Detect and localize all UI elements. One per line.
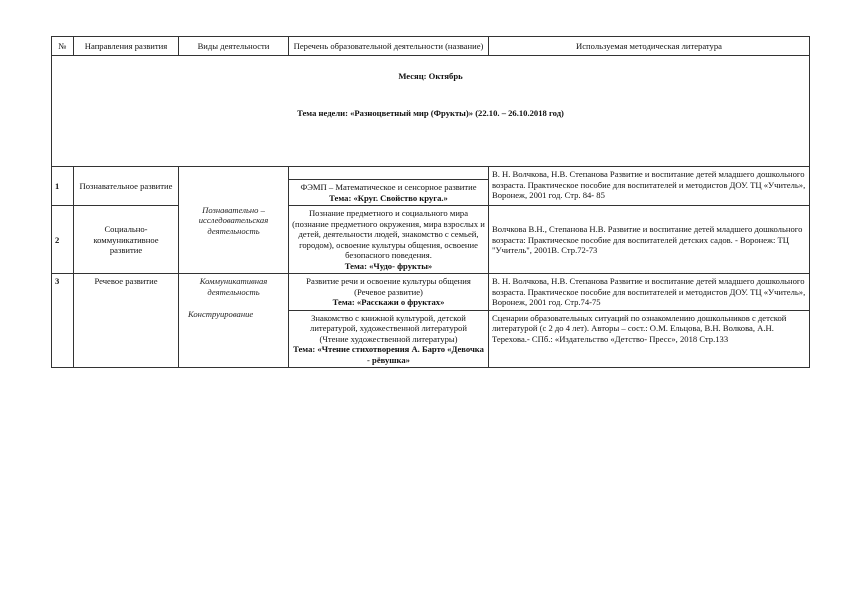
row-activity	[179, 167, 289, 274]
header-list: Перечень образовательной деятельности (название)	[289, 37, 489, 56]
plan-table	[51, 36, 810, 368]
header-direction: Направления развития	[74, 37, 179, 56]
month-cell	[52, 56, 810, 167]
list-theme: Тема: «Чудо- фрукты»	[344, 260, 433, 271]
row-direction: Речевое развитие	[74, 274, 179, 368]
row-literature: Волчкова В.Н., Степанова Н.В. Развитие и воспитание детей младшего дошкольного возраста: Практическое пособие для воспитателей детских садов. - Воронеж: ТЦ "Учитель", 2001В. Стр.72-73	[489, 206, 810, 274]
list-text: ФЭМП – Математическое и сенсорное развитие	[300, 182, 477, 193]
header-row	[52, 37, 810, 56]
row-literature: Сценарии образовательных ситуаций по ознакомлению дошкольников с детской литературой (с 2 до 4 лет). Авторы – сост.: О.М. Ельцова, В.Н. Волкова, А.Н. Терехова.- СПб.: «Издательство «Детство- Пресс», 2018 Стр.133	[489, 310, 810, 367]
header-num: №	[52, 37, 74, 56]
row-list	[289, 274, 489, 310]
header-activity: Виды деятельности	[179, 37, 289, 56]
row-number: 1	[52, 167, 74, 206]
row-literature: В. Н. Волчкова, Н.В. Степанова Развитие и воспитание детей младшего дошкольного возраста. Практическое пособие для воспитателей и методистов ДОУ. ТЦ «Учитель», Воронеж, 2001 год. Стр. 84- 85	[489, 167, 810, 206]
activity-label: Коммуникативная деятельность	[199, 276, 268, 297]
gap-cell	[289, 167, 489, 180]
list-theme: Тема: «Круг. Свойство круга.»	[329, 192, 448, 203]
list-text: Знакомство с книжной культурой, детской литературой, художественной литературой	[310, 312, 467, 334]
row-activity	[179, 274, 289, 368]
row-list	[289, 310, 489, 367]
activity-label-2: Конструирование	[188, 309, 254, 320]
row-list	[289, 206, 489, 274]
week-theme: Тема недели: «Разноцветный мир (Фрукты)» (22.10. – 26.10.2018 год)	[297, 107, 564, 118]
row-direction: Социально-коммуникативное развитие	[74, 206, 179, 274]
list-theme: Тема: «Расскажи о фруктах»	[332, 297, 445, 308]
header-literature: Используемая методическая литература	[489, 37, 810, 56]
row-direction: Познавательное развитие	[74, 167, 179, 206]
row-literature: В. Н. Волчкова, Н.В. Степанова Развитие и воспитание детей младшего дошкольного возраста. Практическое пособие для воспитателей и методистов ДОУ. ТЦ «Учитель», Воронеж, 2001 год. Стр.74-75	[489, 274, 810, 310]
row-number: 2	[52, 206, 74, 274]
table-row	[52, 167, 810, 180]
activity-label: Познавательно – исследовательская деятельность	[198, 204, 269, 236]
list-text: Познание предметного и социального мира (познание предметного окружения, мира взрослых и детей, деятельности людей, знакомство с семьей, городом), освоение культуры общения, освоение безопасного поведения.	[292, 208, 485, 261]
list-text: Развитие речи и освоение культуры общения	[306, 276, 471, 287]
month-row	[52, 56, 810, 167]
list-theme: Тема: «Чтение стихотворения А. Барто «Девочка - рёвушка»	[293, 344, 484, 365]
list-sub: (Речевое развитие)	[354, 286, 423, 297]
month-title: Месяц: Октябрь	[398, 71, 463, 82]
table-row	[52, 274, 810, 310]
row-number: 3	[52, 274, 74, 368]
row-list	[289, 180, 489, 206]
list-sub: (Чтение художественной литературы)	[319, 333, 458, 344]
